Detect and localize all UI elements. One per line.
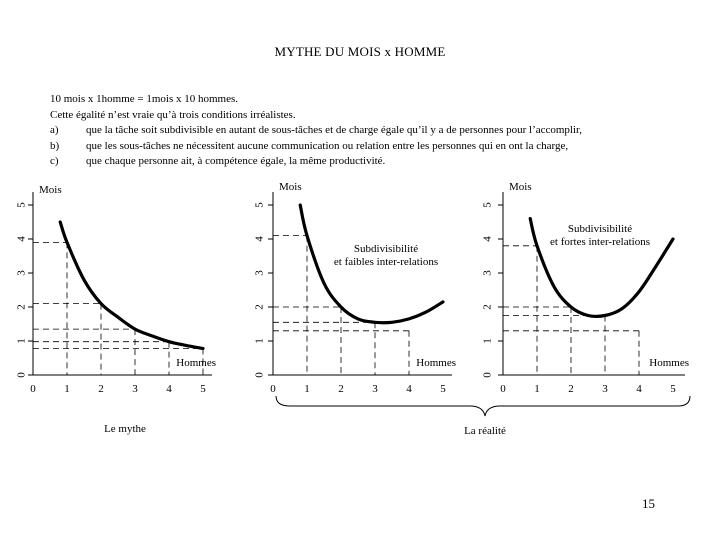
x-tick-label: 3	[372, 383, 378, 395]
x-axis-label: Hommes	[176, 357, 216, 369]
chart-caption: Le mythe	[104, 423, 146, 435]
y-tick-label: 2	[481, 304, 494, 310]
x-tick-label: 3	[602, 383, 608, 395]
x-tick-label: 0	[270, 383, 276, 395]
y-tick-label: 1	[15, 338, 28, 344]
x-tick-label: 2	[568, 383, 574, 395]
y-tick-label: 0	[253, 372, 266, 378]
y-tick-label: 5	[253, 202, 266, 208]
intro-line-2: Cette égalité n’est vraie qu’à trois conditions irréalistes.	[50, 108, 296, 121]
page-number: 15	[642, 496, 655, 511]
x-tick-label: 1	[534, 383, 540, 395]
x-tick-label: 2	[338, 383, 344, 395]
y-tick-label: 0	[481, 372, 494, 378]
condition-label: a)	[50, 124, 59, 136]
x-tick-label: 1	[64, 383, 70, 395]
series-curve	[60, 222, 203, 348]
y-tick-label: 4	[253, 236, 266, 242]
x-tick-label: 4	[166, 383, 172, 395]
chart-annotation: et faibles inter-relations	[333, 256, 439, 268]
x-tick-label: 4	[636, 383, 642, 395]
x-tick-label: 3	[132, 383, 138, 395]
intro-line-1: 10 mois x 1homme = 1mois x 10 hommes.	[50, 93, 239, 105]
condition-label: b)	[50, 139, 60, 152]
y-tick-label: 3	[15, 270, 28, 276]
x-tick-label: 0	[500, 383, 506, 395]
x-tick-label: 2	[98, 383, 104, 395]
chart-panel-3	[482, 181, 689, 395]
x-tick-label: 5	[440, 383, 446, 395]
y-tick-label: 0	[15, 372, 28, 378]
y-tick-label: 2	[15, 304, 28, 310]
condition-label: c)	[50, 155, 59, 167]
condition-text: que les sous-tâches ne nécessitent aucune communication ou relation entre les personnes qui en ont la charge,	[86, 139, 569, 152]
y-tick-label: 1	[253, 338, 266, 344]
chart-panel-2	[254, 181, 456, 395]
chart-annotation: et fortes inter-relations	[550, 236, 650, 248]
x-tick-label: 5	[670, 383, 676, 395]
x-axis-label: Hommes	[649, 357, 689, 369]
y-tick-label: 3	[481, 270, 494, 276]
chart-annotation: Subdivisibilité	[567, 223, 633, 235]
condition-text: que la tâche soit subdivisible en autant de sous-tâches et de charge égale qu’il y a de personnes pour l’accomplir,	[86, 124, 583, 136]
y-tick-label: 4	[15, 236, 28, 242]
chart-annotation: Subdivisibilité	[353, 243, 419, 255]
y-tick-label: 3	[253, 270, 266, 276]
y-tick-label: 2	[253, 304, 266, 310]
y-tick-label: 5	[481, 202, 494, 208]
y-axis-label: Mois	[39, 184, 62, 196]
y-tick-label: 1	[481, 338, 494, 344]
reality-brace	[276, 396, 690, 416]
x-tick-label: 5	[200, 383, 206, 395]
y-tick-label: 5	[15, 202, 28, 208]
y-tick-label: 4	[481, 236, 494, 242]
x-tick-label: 0	[30, 383, 36, 395]
y-axis-label: Mois	[509, 181, 532, 193]
y-axis-label: Mois	[279, 181, 302, 193]
x-axis-label: Hommes	[416, 357, 456, 369]
reality-label: La réalité	[464, 425, 506, 437]
condition-text: que chaque personne ait, à compétence égale, la même productivité.	[86, 155, 386, 167]
x-tick-label: 1	[304, 383, 310, 395]
x-tick-label: 4	[406, 383, 412, 395]
chart-panel-1	[16, 184, 216, 435]
page-title: MYTHE DU MOIS x HOMME	[274, 44, 446, 59]
